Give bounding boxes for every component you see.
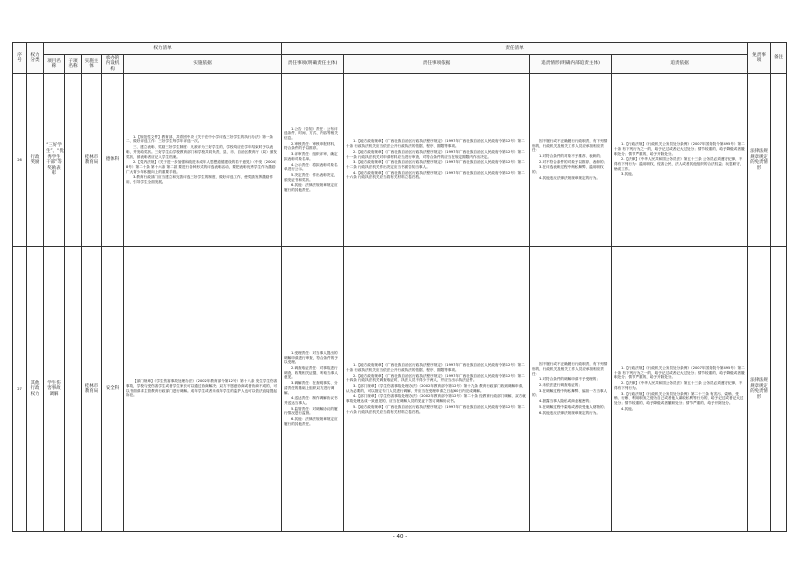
cell-subject: 桂林市教育局 xyxy=(82,247,102,532)
paragraph: 2.【法律】《中华人民共和国公务员法》第五十三条 公务员必须遵守纪律，不得有下列行为。 xyxy=(614,381,743,390)
cell-remarks xyxy=(771,74,787,247)
paragraph: 5.在调解过程中索取或者收受他人财物的； xyxy=(539,404,608,409)
paragraph: 2.【地方政府规章】《广西壮族自治区行政执法程序规定》（1997年广西壮族自治区人民政府令第12号）第二十四条 行政执法机关调查取证时，执法人员不得少于两人，并应当出示执法证件。 xyxy=(346,373,525,383)
cell-seq: 26 xyxy=(13,74,27,247)
paragraph: 3.【行政法规】《行政机关公务员处分条例》第二十三条 有贪污、索贿、受贿、行贿、利用职务之便为自己或者他人谋取私利等行为的，给予记过或者记大过处分；情节较重的，给予降级或者撤职处分；情节严重的，给予开除处分。 xyxy=(614,391,744,405)
cell-subject: 桂林市教育局 xyxy=(82,74,102,247)
paragraph: 2.【党内法规】《关于进一步加强和改进未成年人思想道德建设的若干意见》（中发〔2004〕8号）第二十条 第十六条 第二款 要进行各种形式的评选表彰活动，要把表彰优秀学生作为激励广大青少年积极向上的重要手段。 xyxy=(126,160,279,174)
header-internal-dept: 承办的内设机构 xyxy=(102,55,124,74)
paragraph: 4.公示责任：将拟表彰对象名单进行公示。 xyxy=(284,162,338,172)
paragraph: 三、建立表彰、奖励三好学生制度：凡被评为三好学生的，学校均应在学年结束时予以表彰，并发给奖状。三好学生由学校教育部门和学校共同负责，县、市、自治区教育厅（局）颁发奖状，被表彰者应记入学生档案。 xyxy=(126,145,277,159)
page-number: - 40 - xyxy=(392,534,408,540)
paragraph: 1.受理责任：对当事人提出的调解申请进行审查，符合条件的予以受理。 xyxy=(284,350,338,365)
paragraph: 1.【行政法规】《行政机关公务员处分条例》（2007年国务院令第495号）第二十条 有下列行为之一的，给予记过或者记大过处分；情节较重的，给予降级或者撤职处分；情节严重的，给予开除处分。 xyxy=(614,366,745,380)
header-resp-items: 责任事项(明确责任主体) xyxy=(282,55,344,74)
paragraph: 2.调查取证责任：对事故进行调查，收集相关证据，听取当事人意见。 xyxy=(284,366,338,380)
header-seq: 序号 xyxy=(13,43,27,74)
paragraph: 1.对符合条件的对象不予推荐、表彰的； xyxy=(539,154,604,159)
cell-exemption: 法律法规规章规定的免责情形 xyxy=(748,74,771,247)
header-category: 权力分类 xyxy=(27,43,44,74)
paragraph: 3.在调解过程中徇私舞弊、偏袒一方当事人的； xyxy=(532,388,608,398)
cell-exemption: 法律法规规章规定的免责情形 xyxy=(748,247,771,532)
cell-resp-items xyxy=(282,247,344,532)
paragraph: 2.未依法进行调查取证的； xyxy=(539,383,582,388)
paragraph: 2.【地方政府规章】《广西壮族自治区行政执法程序规定》（1997年广西壮族自治区人民政府令第12号）第二十一条 行政执法机关对申请材料应当进行审查，对符合条件的应当在规定期限内作出决定。 xyxy=(346,149,525,159)
paragraph: 1.【规范性文件】教育部、共青团中央《关于在中小学评选三好学生的执行办法》第一条 二、做好评选工作：三好学生每学年评选一次。 xyxy=(126,134,273,144)
paragraph: 1.【地方政府规章】《广西壮族自治区行政执法程序规定》（1997年广西壮族自治区人民政府令第12号）第二十条 行政执法机关应当依法公开行政执法的依据、程序、期限等事项。 xyxy=(346,363,525,372)
table-row xyxy=(13,74,787,247)
header-subject: 实施主体 xyxy=(82,55,102,74)
cell-category: 其他行政权力 xyxy=(27,247,44,532)
paragraph: 3.在评选表彰过程中徇私舞弊、滥用职权的； xyxy=(532,165,604,175)
paragraph: 3.【部门规章】《学生伤害事故处理办法》（2002年教育部令第12号）第十九条 教育行政部门收到调解申请，认为必要的，可以指定专门人员进行调解，并应当在受理申请之日起60日内完成调解。 xyxy=(346,384,526,393)
paragraph: 1.【行政法规】《行政机关公务员处分条例》（2007年国务院令第495号）第二十条 有下列行为之一的，给予记过或者记大过处分；情节较重的，给予降级或者撤职处分；情节严重的，给予开除处分。 xyxy=(614,142,745,156)
header-sub-item: 子项名称 xyxy=(65,55,82,74)
paragraph: 4.【地方政府规章】《广西壮族自治区行政执法程序规定》（1997年广西壮族自治区人民政府令第12号）第二十六条 行政执法机关应当将有关材料立卷归档。 xyxy=(346,170,525,180)
paragraph: 2.审核责任：审核申报材料，符合条件的予以推荐。 xyxy=(284,141,338,151)
paragraph: 3.其他。 xyxy=(621,172,636,177)
cell-accountability-basis xyxy=(612,74,748,247)
cell-basis xyxy=(124,247,282,532)
paragraph: 3.教育行政部门应当建立和完善评选三好学生的制度，做好评选工作，使奖励发挥激励作用，引导学生全面发展。 xyxy=(126,175,273,185)
cell-category: 行政奖励 xyxy=(27,74,44,247)
paragraph: 4.泄露当事人隐私或商业秘密的； xyxy=(539,399,593,404)
paragraph: 4.送达责任：制作调解协议书并送达当事人。 xyxy=(284,396,338,405)
paragraph: 4.其他违反法律法规规章规定的行为。 xyxy=(539,175,600,180)
paragraph: 3.【地方政府规章】《广西壮族自治区行政执法程序规定》（1997年广西壮族自治区人民政府令第12号）第二十二条 行政执法机关作出决定应当书面告知当事人。 xyxy=(346,160,525,169)
power-responsibility-table xyxy=(12,42,787,532)
cell-remarks xyxy=(771,247,787,532)
header-group-responsibility-list: 责任清单 xyxy=(282,43,748,55)
table-row xyxy=(13,247,787,532)
paragraph: 6.其他：法律法规规章规定应履行的其他责任。 xyxy=(284,183,338,193)
paragraph: 因不履行或不正确履行行政职责，有下列情形的，行政机关及相关工作人员应承担相应责任： xyxy=(532,362,608,376)
paragraph: 1.【地方政府规章】《广西壮族自治区行政执法程序规定》（1997年广西壮族自治区人民政府令第12号）第二十条 行政执法机关应当依法公开行政执法的依据、程序、期限等事项。 xyxy=(346,139,525,149)
cell-resp-basis xyxy=(344,74,530,247)
paragraph: 因不履行或不正确履行行政职责，有下列情形的，行政机关及相关工作人员应承担相应责任： xyxy=(532,138,608,153)
paragraph: 1.公告（告知）责任：公布评选条件、时间、方式、内容等相关信息。 xyxy=(284,126,338,141)
paragraph: 2.对不符合条件的对象予以推荐、表彰的； xyxy=(539,159,608,164)
cell-internal-dept: 德体科 xyxy=(102,74,124,247)
paragraph: 4.其他。 xyxy=(621,406,636,411)
paragraph: 3.调解责任：在查明事实、分清责任的基础上组织双方进行调解。 xyxy=(284,381,338,395)
header-basis: 实施依据 xyxy=(124,55,282,74)
header-accountability-basis: 追责依据 xyxy=(612,55,748,74)
cell-accountability xyxy=(530,247,612,532)
cell-item-name: 学生伤害事故调解 xyxy=(44,247,65,532)
paragraph: 3.评审责任：组织评审，确定拟表彰对象名单。 xyxy=(284,152,338,161)
cell-basis xyxy=(124,74,282,247)
paragraph: 6.其他：法律法规规章规定应履行的其他责任。 xyxy=(284,417,338,426)
cell-resp-items xyxy=(282,74,344,247)
paragraph: 1.对符合条件的调解申请不予受理的； xyxy=(539,377,600,382)
cell-item-name: “三好学生”、“优秀学生干部”等奖励表彰 xyxy=(44,74,65,247)
paragraph: 6.其他违反法律法规规章规定的行为。 xyxy=(539,410,600,415)
cell-seq: 27 xyxy=(13,247,27,532)
cell-internal-dept: 安全科 xyxy=(102,247,124,532)
cell-resp-basis xyxy=(344,247,530,532)
cell-sub-item xyxy=(65,247,82,532)
cell-accountability-basis xyxy=(612,247,748,532)
header-exemption: 免责事项 xyxy=(748,43,771,74)
header-remarks: 备注 xyxy=(771,43,787,74)
paragraph: 【部门规章】《学生伤害事故处理办法》（2002年教育部令第12号）第十八条 发生学生伤害事故，学校与受伤害学生或者学生家长可以通过协商解决；双方不愿意协商或者协商不成的，可以书面请求主管教育行政部门进行调解。成年学生或者未成年学生的监护人也可以依法直接提起诉讼。 xyxy=(126,379,278,398)
paragraph: 5.决定责任：作出表彰决定，颁发证书和奖状。 xyxy=(284,172,338,182)
header-item-name: 项目名称 xyxy=(44,55,65,74)
paragraph: 4.【部门规章】《学生伤害事故处理办法》（2002年教育部令第12号）第二十条 经教育行政部门调解，双方就事故处理达成一致意见的，应当在调解人员的见证下签订调解协议书。 xyxy=(346,394,526,404)
header-resp-basis: 责任事项依据 xyxy=(344,55,530,74)
header-accountability: 追责情形(明确内部追责主体) xyxy=(530,55,612,74)
paragraph: 5.监管责任：对调解协议的履行情况进行监督。 xyxy=(284,406,338,416)
cell-sub-item xyxy=(65,74,82,247)
paragraph: 5.【地方政府规章】《广西壮族自治区行政执法程序规定》（1997年广西壮族自治区人民政府令第12号）第二十六条 行政执法机关应当将有关材料立卷归档。 xyxy=(346,404,525,414)
header-group-power-list: 权力清单 xyxy=(44,43,282,55)
paragraph: 2.【法律】《中华人民共和国公务员法》第五十三条 公务员必须遵守纪律，不得有下列行为：滥用职权，侵害公民、法人或者其他组织的合法权益；玩忽职守，贻误工作。 xyxy=(614,157,744,171)
cell-accountability xyxy=(530,74,612,247)
